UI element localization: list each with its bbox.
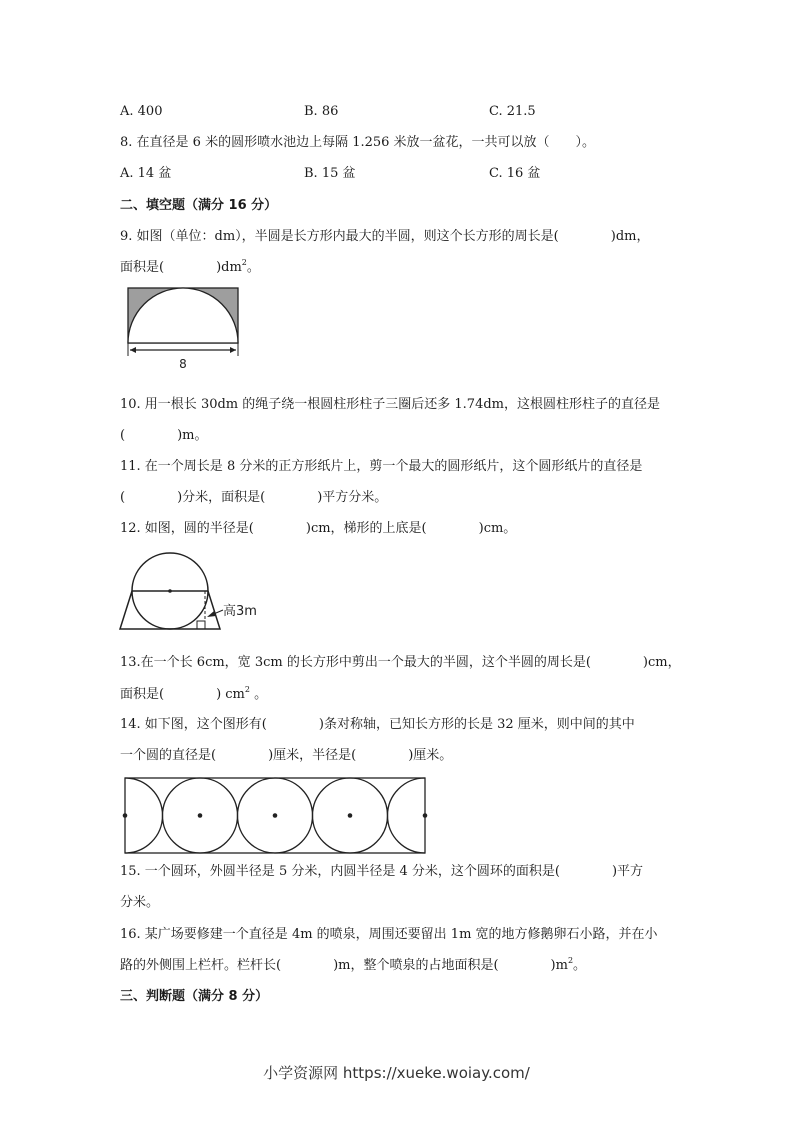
section-3-heading: 三、判断题（满分 8 分） bbox=[120, 989, 269, 1004]
q8-option-b: B. 15 盆 bbox=[304, 166, 356, 181]
q9-figure-semicircle-in-rectangle bbox=[120, 282, 250, 374]
q12-figure-circle-in-trapezoid bbox=[115, 548, 275, 634]
q10-line1: 10. 用一根长 30dm 的绳子绕一根圆柱形柱子三圈后还多 1.74dm，这根圆柱形柱子的直径是 bbox=[120, 397, 660, 412]
q13-line2: 面积是( ) $cm^2$ 。 bbox=[120, 685, 268, 702]
q15-line2: 分米。 bbox=[120, 895, 160, 910]
q14-line2: 一个圆的直径是( )厘米，半径是( )厘米。 bbox=[120, 748, 453, 763]
q7-option-a: A. 400 bbox=[120, 104, 163, 119]
q8-text: 8. 在直径是 6 米的圆形喷水池边上每隔 1.256 米放一盆花，一共可以放（ ）。 bbox=[120, 135, 596, 150]
q12-line1: 12. 如图，圆的半径是( )cm，梯形的上底是( )cm。 bbox=[120, 521, 517, 536]
q13-line1: 13.在一个长 6cm，宽 3cm 的长方形中剪出一个最大的半圆，这个半圆的周长是( )cm， bbox=[120, 655, 681, 670]
q14-figure-circles-in-rectangle bbox=[120, 776, 440, 856]
q7-option-c: C. 21.5 bbox=[489, 104, 536, 119]
q8-option-c: C. 16 盆 bbox=[489, 166, 541, 181]
q16-line1: 16. 某广场要修建一个直径是 4m 的喷泉，周围还要留出 1m 宽的地方修鹅卵石小路，并在小 bbox=[120, 927, 658, 942]
q11-line2: ( )分米，面积是( )平方分米。 bbox=[120, 490, 388, 505]
q9-line2: 面积是( )$dm^2$。 bbox=[120, 258, 260, 275]
section-2-heading: 二、填空题（满分 16 分） bbox=[120, 198, 278, 213]
q7-option-b: B. 86 bbox=[304, 104, 339, 119]
q10-line2: ( )m。 bbox=[120, 428, 208, 443]
q8-option-a: A. 14 盆 bbox=[120, 166, 172, 181]
page-footer: 小学资源网 https://xueke.woiay.com/ bbox=[263, 1064, 530, 1082]
q11-line1: 11. 在一个周长是 8 分米的正方形纸片上，剪一个最大的圆形纸片，这个圆形纸片的直径是 bbox=[120, 459, 643, 474]
q15-line1: 15. 一个圆环，外圆半径是 5 分米，内圆半径是 4 分米，这个圆环的面积是( )平方 bbox=[120, 864, 644, 879]
q14-line1: 14. 如下图，这个图形有( )条对称轴，已知长方形的长是 32 厘米，则中间的其中 bbox=[120, 717, 635, 732]
q9-line1: 9. 如图（单位：dm），半圆是长方形内最大的半圆，则这个长方形的周长是( )dm， bbox=[120, 229, 650, 244]
q16-line2: 路的外侧围上栏杆。栏杆长( )m，整个喷泉的占地面积是( )$m^2$。 bbox=[120, 956, 587, 973]
q12-figure-label: 高3m bbox=[223, 604, 257, 619]
q9-figure-label: 8 bbox=[179, 357, 187, 371]
